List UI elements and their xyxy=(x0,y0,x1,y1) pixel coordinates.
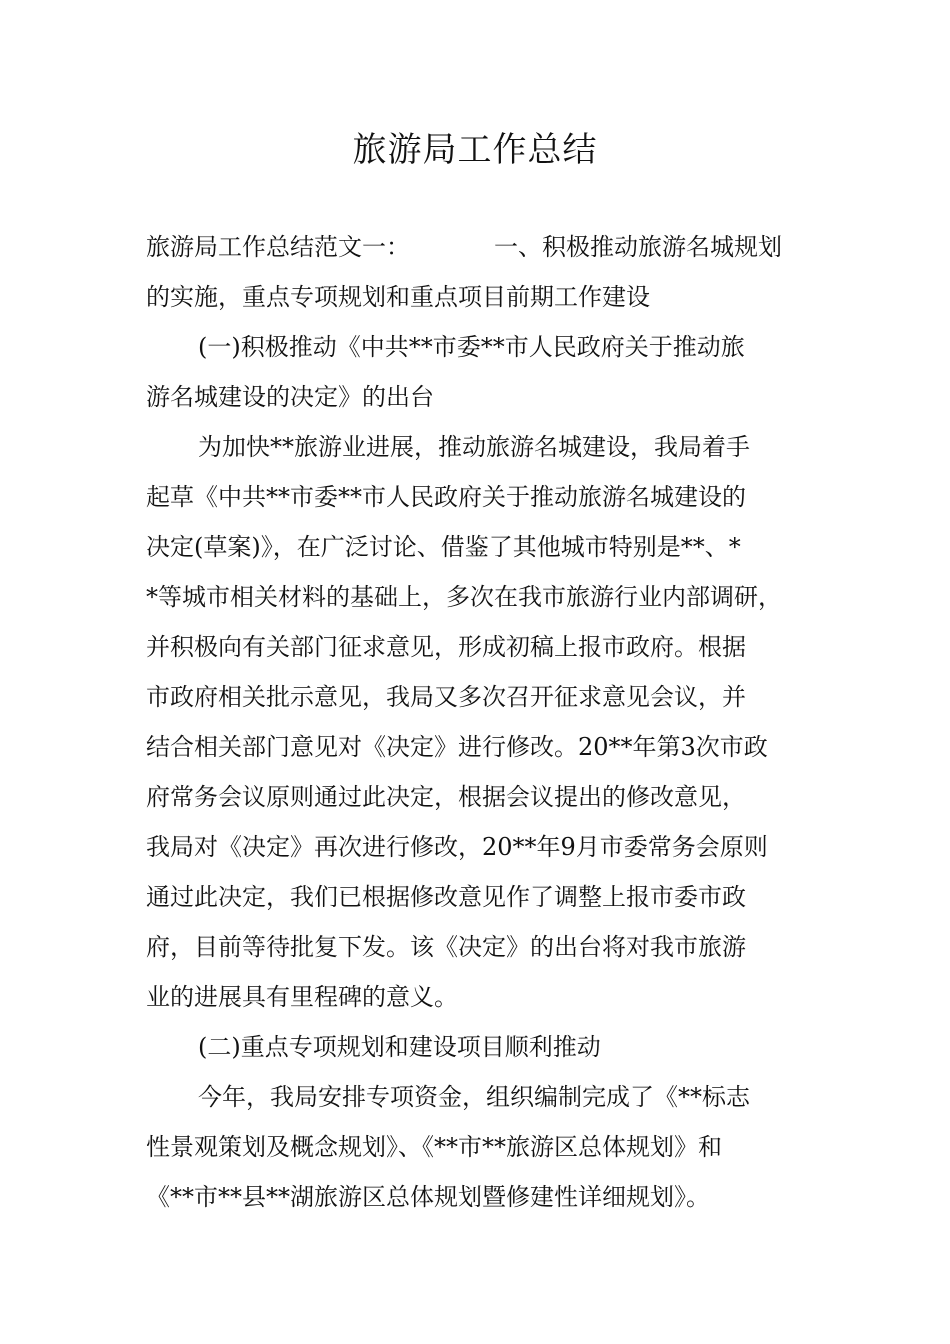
body-line: 为加快**旅游业进展，推动旅游名城建设，我局着手 xyxy=(198,433,750,461)
body-line: (二)重点专项规划和建设项目顺利推动 xyxy=(198,1033,601,1061)
body-text-fragment: 一、积极推动旅游名城规划 xyxy=(494,233,782,261)
body-line: 游名城建设的决定》的出台 xyxy=(146,383,434,411)
body-line: 府常务会议原则通过此决定，根据会议提出的修改意见， xyxy=(146,783,746,811)
body-line: 我局对《决定》再次进行修改，20**年9月市委常务会原则 xyxy=(146,833,768,861)
body-line: 市政府相关批示意见，我局又多次召开征求意见会议，并 xyxy=(146,683,746,711)
body-text-fragment: 旅游局工作总结范文一： xyxy=(146,233,410,261)
body-line: 《**市**县**湖旅游区总体规划暨修建性详细规划》。 xyxy=(146,1183,710,1211)
body-line: 起草《中共**市委**市人民政府关于推动旅游名城建设的 xyxy=(146,483,746,511)
body-line: (一)积极推动《中共**市委**市人民政府关于推动旅 xyxy=(198,333,745,361)
body-line: 结合相关部门意见对《决定》进行修改。20**年第3次市政 xyxy=(146,733,768,761)
body-line: *等城市相关材料的基础上，多次在我市旅游行业内部调研， xyxy=(146,583,782,611)
body-line: 的实施，重点专项规划和重点项目前期工作建设 xyxy=(146,283,650,311)
document-body xyxy=(146,222,816,1222)
body-line: 今年，我局安排专项资金，组织编制完成了《**标志 xyxy=(198,1083,750,1111)
body-line: 业的进展具有里程碑的意义。 xyxy=(146,983,458,1011)
body-line: 性景观策划及概念规划》、《**市**旅游区总体规划》和 xyxy=(146,1133,722,1161)
body-line xyxy=(146,222,816,272)
body-line: 府，目前等待批复下发。该《决定》的出台将对我市旅游 xyxy=(146,933,746,961)
body-line: 通过此决定，我们已根据修改意见作了调整上报市委市政 xyxy=(146,883,746,911)
body-line: 并积极向有关部门征求意见，形成初稿上报市政府。根据 xyxy=(146,633,746,661)
body-line: 决定(草案)》，在广泛讨论、借鉴了其他城市特别是**、* xyxy=(146,533,741,561)
document-title: 旅游局工作总结 xyxy=(352,130,598,170)
